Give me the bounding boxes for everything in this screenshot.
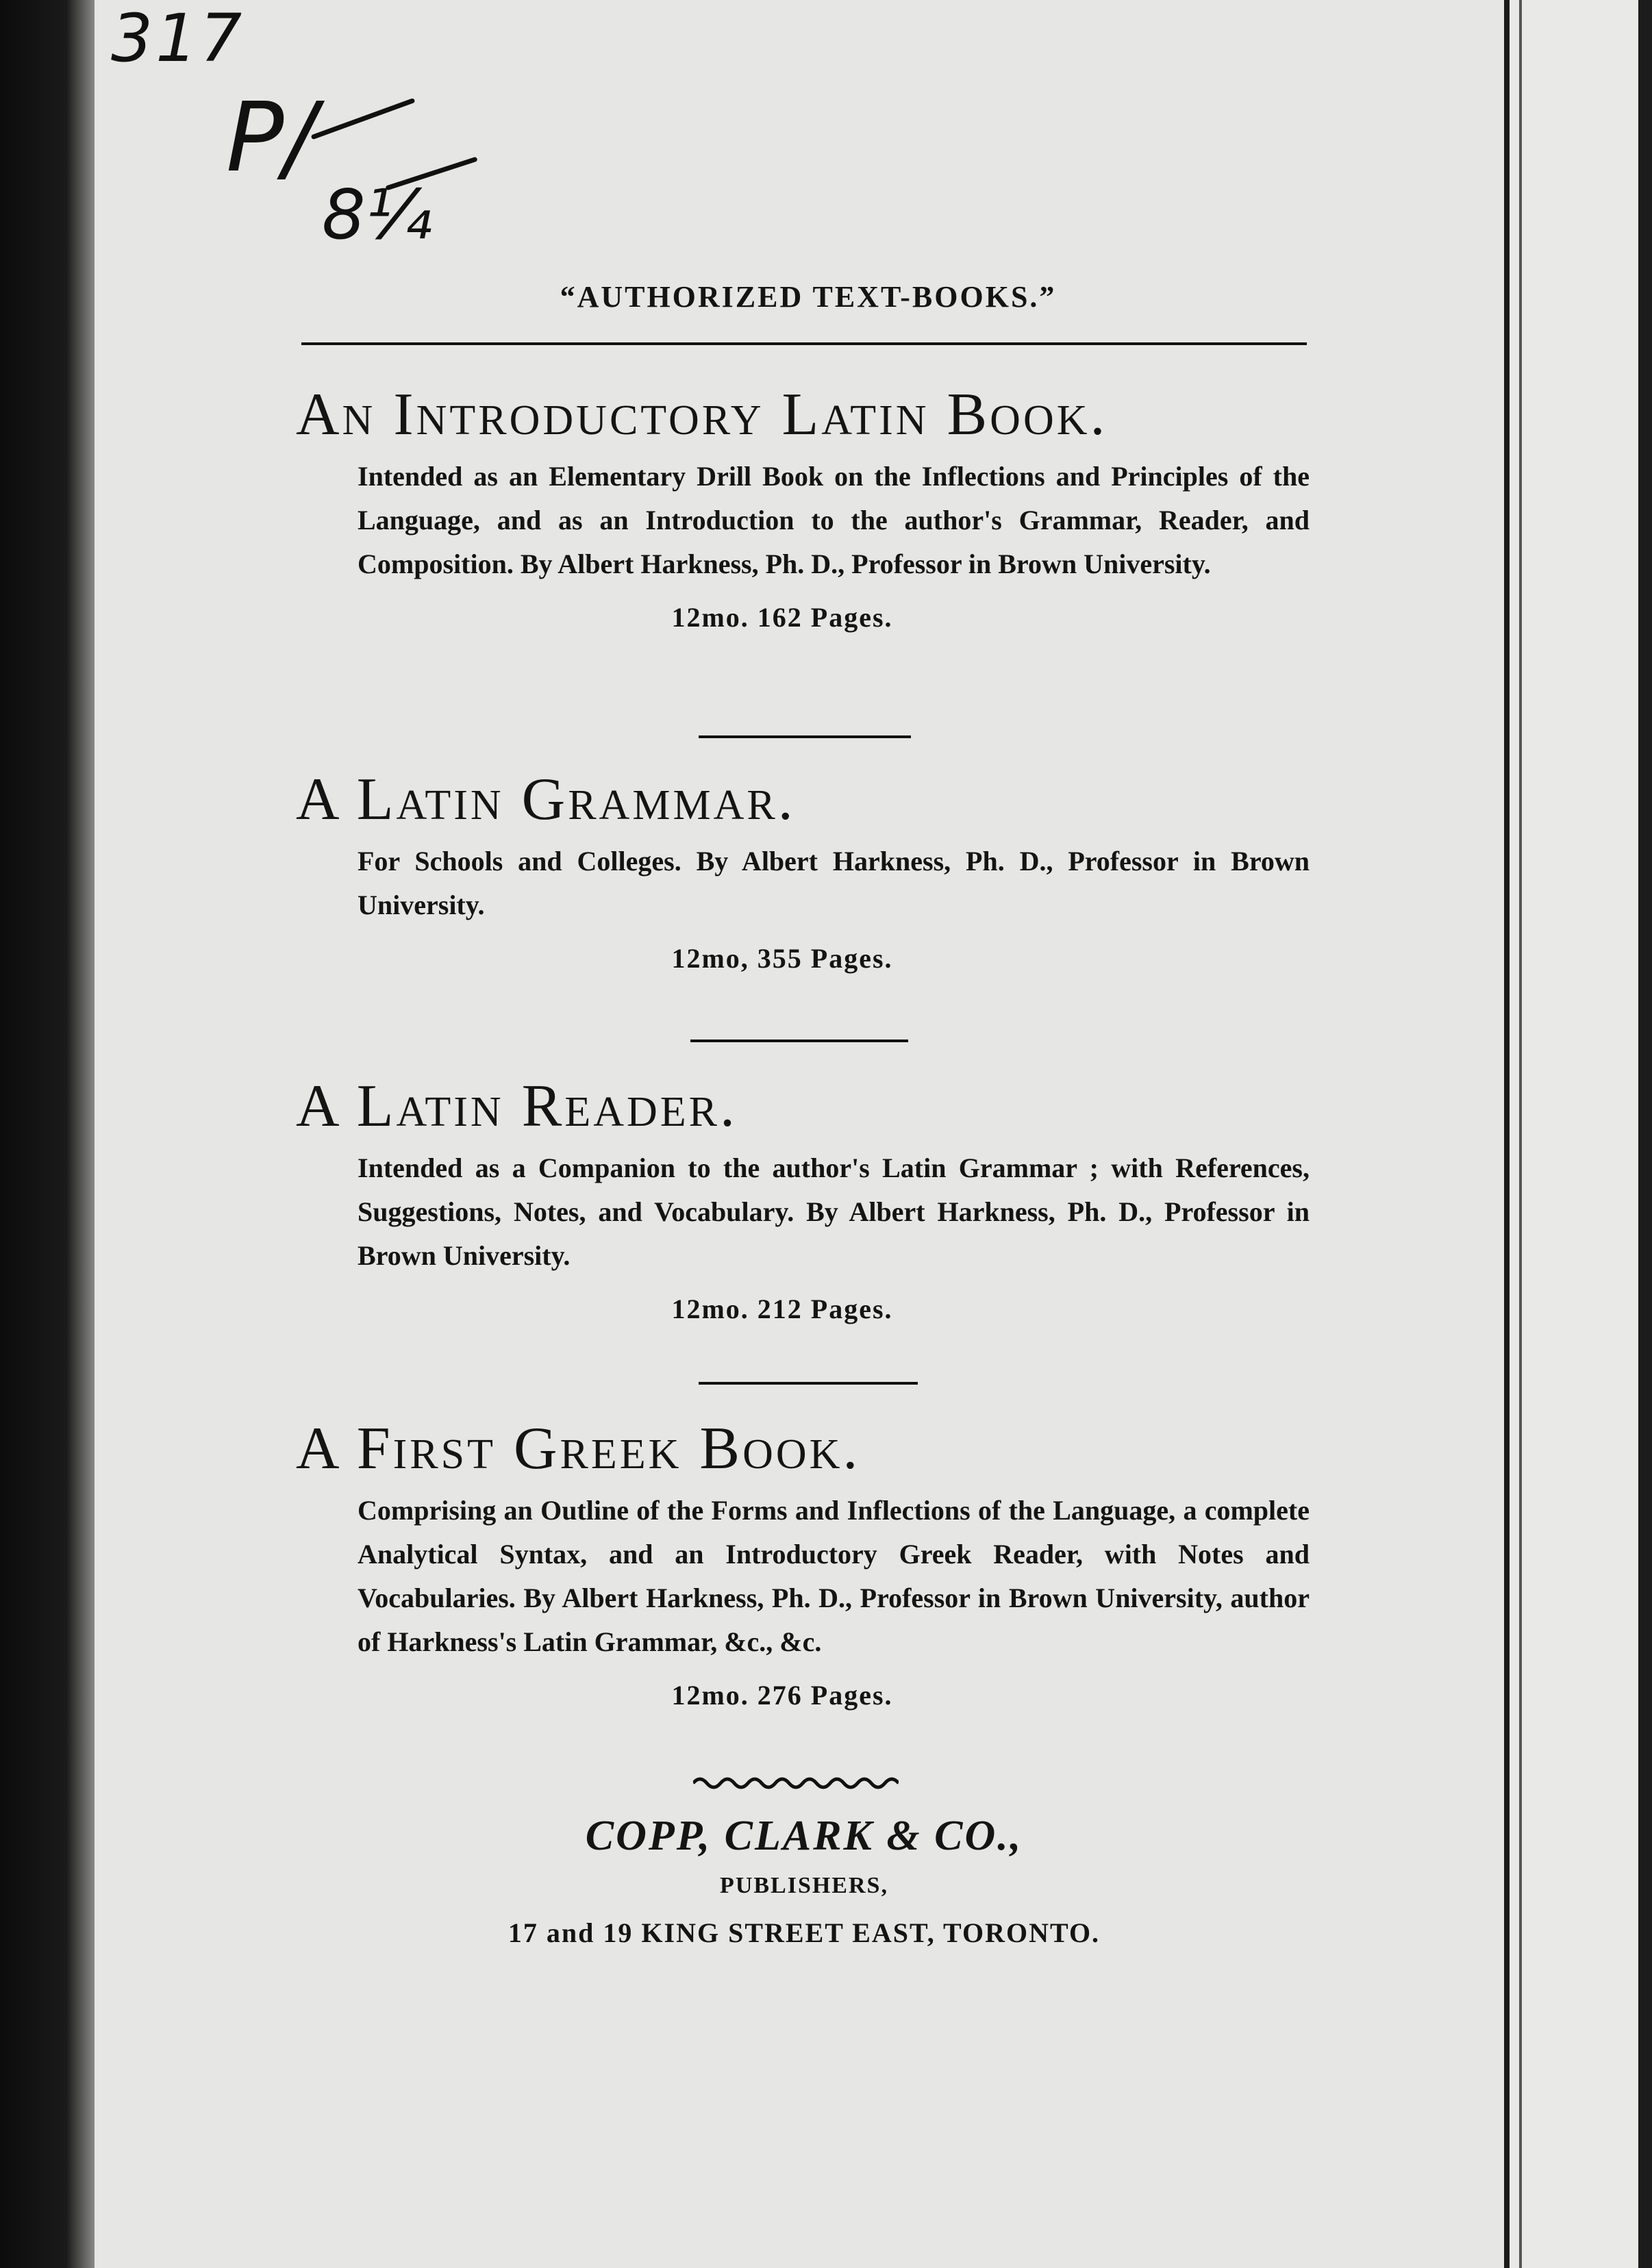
section-rule xyxy=(699,735,911,738)
section-rule xyxy=(690,1040,908,1042)
book-entry xyxy=(296,1415,1310,1711)
book-entry xyxy=(296,768,1310,974)
book-description: Comprising an Outline of the Forms and Inflections of the Language, a complete Analytical Syntax, and an Introductory Greek Reader, with Notes and Vocabularies. By Albert Harkness, Ph. D., Professor in Brown University, author of Harkness's Latin Grammar, &c., &c. xyxy=(358,1495,1310,1658)
heading-rule xyxy=(301,342,1307,345)
book-format: 12mo, 355 Pages. xyxy=(671,943,893,974)
book-title: A Latin Grammar. xyxy=(296,766,796,833)
scan-right-border xyxy=(1638,0,1652,2268)
book-format: 12mo. 276 Pages. xyxy=(671,1680,893,1711)
handwritten-mark: P/ xyxy=(226,82,316,194)
spine-line xyxy=(1504,0,1510,2268)
page-heading: “AUTHORIZED TEXT-BOOKS.” xyxy=(560,280,1057,314)
handwritten-stroke xyxy=(311,98,416,140)
ornamental-wavy-rule xyxy=(693,1774,899,1790)
handwritten-number: 317 xyxy=(111,0,245,77)
publisher-role: PUBLISHERS, xyxy=(720,1873,888,1898)
book-entry xyxy=(296,1075,1310,1325)
publisher-block xyxy=(301,1812,1307,1949)
book-format: 12mo. 212 Pages. xyxy=(671,1294,893,1325)
book-entry xyxy=(296,383,1310,633)
spine-line-secondary xyxy=(1519,0,1522,2268)
book-description: For Schools and Colleges. By Albert Harkness, Ph. D., Professor in Brown University. xyxy=(358,846,1310,921)
facing-page-strip xyxy=(1507,0,1652,2268)
publisher-address: 17 and 19 KING STREET EAST, TORONTO. xyxy=(508,1917,1101,1948)
book-title: A Latin Reader. xyxy=(296,1073,738,1139)
book-description: Intended as a Companion to the author's Latin Grammar ; with References, Suggestions, Notes, and Vocabulary. By Albert Harkness, Ph. D., Professor in Brown University. xyxy=(358,1152,1310,1272)
book-title: An Introductory Latin Book. xyxy=(296,381,1108,448)
handwritten-fraction: 8¼ xyxy=(322,175,432,255)
publisher-name: COPP, CLARK & CO., xyxy=(585,1813,1023,1859)
book-format: 12mo. 162 Pages. xyxy=(671,602,893,633)
scan-left-border xyxy=(0,0,95,2268)
book-description: Intended as an Elementary Drill Book on the Inflections and Principles of the Language, and as an Introduction to the author's Grammar, Reader, and Composition. By Albert Harkness, Ph. D., Professor in Brown University. xyxy=(358,461,1310,580)
book-title: A First Greek Book. xyxy=(296,1415,861,1482)
section-rule xyxy=(699,1382,918,1385)
